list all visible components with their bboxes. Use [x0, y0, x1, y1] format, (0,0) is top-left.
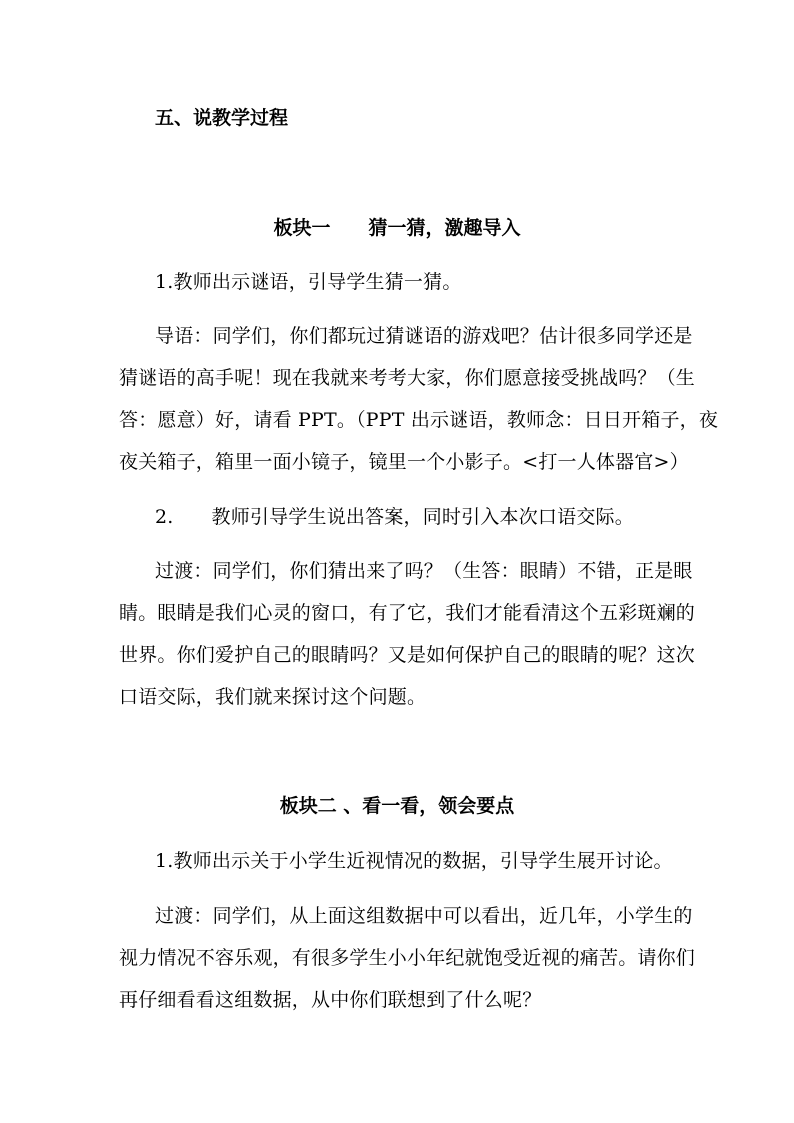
block1-item2-text: 教师引导学生说出答案，同时引入本次口语交际。 — [211, 506, 634, 528]
block2-item1: 1.教师出示关于小学生近视情况的数据，引导学生展开讨论。 — [155, 850, 673, 872]
block2-title: 板块二 、看一看，领会要点 — [279, 795, 515, 817]
block2-transition-line: 再仔细看看这组数据，从中你们联想到了什么呢？ — [119, 989, 542, 1011]
block1-intro-line: 导语：同学们，你们都玩过猜谜语的游戏吧？估计很多同学还是 — [155, 325, 693, 347]
block1-transition-line: 睛。眼睛是我们心灵的窗口，有了它，我们才能看清这个五彩斑斓的 — [119, 602, 696, 624]
block1-intro-line: 夜关箱子，箱里一面小镜子，镜里一个小影子。<打一人体器官>） — [119, 451, 689, 473]
block1-title-text: 猜一猜，激趣导入 — [368, 217, 521, 239]
block1-intro-line: 猜谜语的高手呢！现在我就来考考大家，你们愿意接受挑战吗？（生 — [119, 367, 696, 389]
block1-item2 — [155, 503, 634, 531]
block2-transition-line: 视力情况不容乐观，有很多学生小小年纪就饱受近视的痛苦。请你们 — [119, 947, 696, 969]
block1-item1: 1.教师出示谜语，引导学生猜一猜。 — [155, 271, 462, 293]
block1-transition-line: 世界。你们爱护自己的眼睛吗？又是如何保护自己的眼睛的呢？这次 — [119, 644, 696, 666]
section-title: 五、说教学过程 — [155, 107, 289, 129]
block1-title-label: 板块一 — [273, 217, 331, 239]
block1-transition-line: 口语交际，我们就来探讨这个问题。 — [119, 686, 427, 708]
block1-transition-line: 过渡：同学们，你们猜出来了吗？（生答：眼睛）不错，正是眼 — [155, 560, 693, 582]
block1-title — [0, 214, 794, 242]
block1-item2-number: 2. — [155, 506, 174, 528]
block2-transition-line: 过渡：同学们，从上面这组数据中可以看出，近几年，小学生的 — [155, 905, 693, 927]
block1-intro-line: 答：愿意）好，请看 PPT。（PPT 出示谜语，教师念：日日开箱子，夜 — [119, 409, 719, 431]
